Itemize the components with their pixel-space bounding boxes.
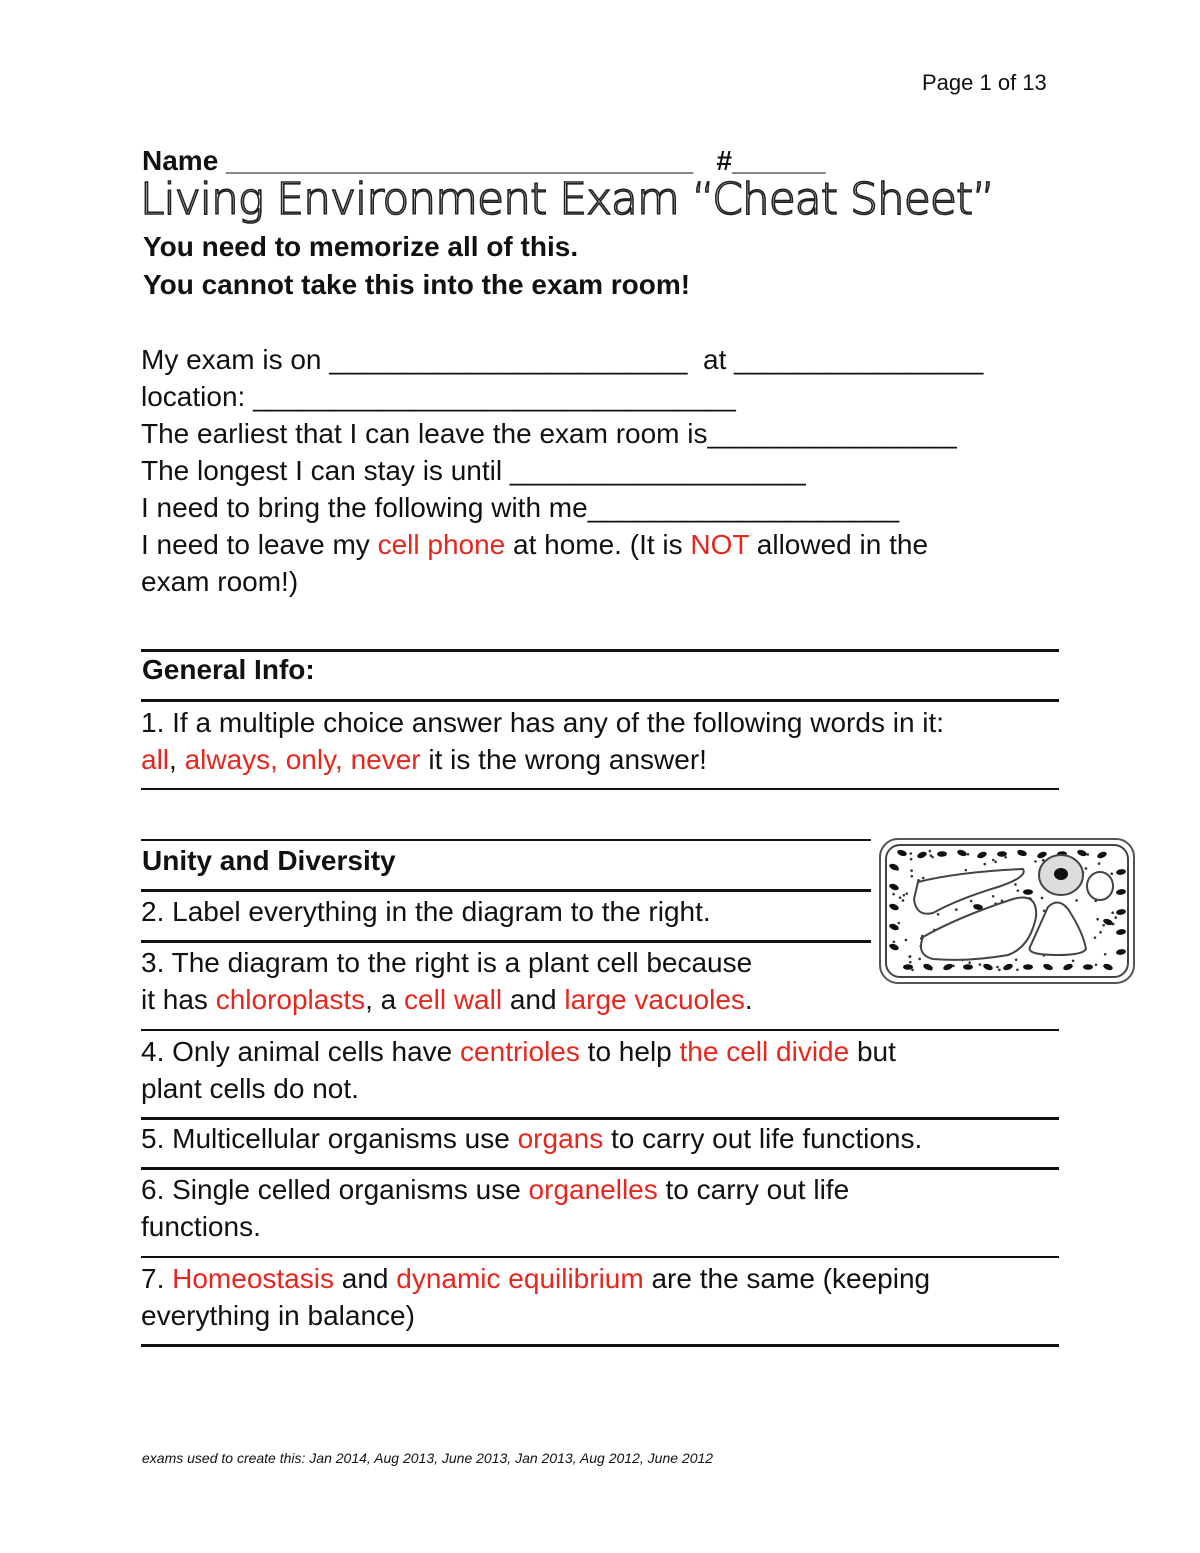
text-segment: I need to bring the following with me____________________ bbox=[141, 492, 900, 523]
unity-item bbox=[141, 944, 753, 1018]
plant-cell-diagram bbox=[878, 837, 1136, 985]
name-line: Name ______________________________ #______ bbox=[142, 145, 826, 176]
warning-memorize: You need to memorize all of this. bbox=[143, 231, 579, 262]
footer-note: exams used to create this: Jan 2014, Aug 2013, June 2013, Jan 2013, Aug 2012, June 2012 bbox=[142, 1450, 714, 1466]
highlighted-term: NOT bbox=[690, 529, 750, 560]
text-line bbox=[141, 341, 983, 378]
text-line bbox=[141, 1033, 896, 1070]
divider bbox=[141, 788, 1059, 790]
divider bbox=[141, 839, 871, 841]
divider bbox=[141, 889, 871, 892]
text-segment: functions. bbox=[141, 1211, 261, 1242]
text-line bbox=[141, 378, 983, 415]
highlighted-term: dynamic equilibrium bbox=[396, 1263, 644, 1294]
text-segment: it is the wrong answer! bbox=[420, 744, 707, 775]
text-line bbox=[141, 415, 983, 452]
text-segment: 3. The diagram to the right is a plant cell because bbox=[141, 947, 753, 978]
page-number: Page 1 of 13 bbox=[922, 70, 1047, 95]
text-line bbox=[141, 489, 983, 526]
text-line bbox=[141, 893, 711, 930]
text-segment: I need to leave my bbox=[141, 529, 378, 560]
text-segment: 2. Label everything in the diagram to the right. bbox=[141, 896, 711, 927]
text-line bbox=[141, 1208, 849, 1245]
highlighted-term: all bbox=[141, 744, 170, 775]
divider bbox=[141, 1029, 1059, 1031]
text-segment: to carry out life functions. bbox=[603, 1123, 923, 1154]
text-line bbox=[141, 1171, 849, 1208]
unity-item bbox=[141, 1120, 922, 1157]
text-line bbox=[141, 944, 753, 981]
highlighted-term: organelles bbox=[528, 1174, 658, 1205]
text-line bbox=[141, 563, 983, 600]
text-segment: it has bbox=[141, 984, 216, 1015]
text-segment: allowed in the bbox=[749, 529, 929, 560]
text-line bbox=[141, 1260, 930, 1297]
highlighted-term: centrioles bbox=[460, 1036, 580, 1067]
text-line bbox=[141, 1070, 896, 1107]
divider bbox=[141, 1167, 1059, 1170]
unity-diversity-heading: Unity and Diversity bbox=[142, 845, 396, 876]
text-segment: The longest I can stay is until ___________________ bbox=[141, 455, 806, 486]
highlighted-term: organs bbox=[517, 1123, 604, 1154]
warning-no-exam-room: You cannot take this into the exam room! bbox=[143, 269, 691, 300]
text-segment: 4. Only animal cells have bbox=[141, 1036, 461, 1067]
text-segment: , a bbox=[365, 984, 405, 1015]
text-line bbox=[141, 981, 753, 1018]
text-segment: to help bbox=[579, 1036, 680, 1067]
text-line bbox=[141, 741, 944, 778]
text-segment: 6. Single celled organisms use bbox=[141, 1174, 529, 1205]
highlighted-term: Homeostasis bbox=[172, 1263, 334, 1294]
highlighted-term: always, only, never bbox=[184, 744, 421, 775]
text-line bbox=[141, 526, 983, 563]
text-segment: at home. (It is bbox=[505, 529, 691, 560]
nucleolus bbox=[1054, 868, 1068, 880]
exam-info bbox=[141, 341, 983, 600]
unity-item bbox=[141, 893, 711, 930]
text-segment: . bbox=[744, 984, 753, 1015]
highlighted-term: the cell divide bbox=[679, 1036, 850, 1067]
text-segment: everything in balance) bbox=[141, 1300, 415, 1331]
divider bbox=[141, 1344, 1059, 1347]
text-line bbox=[141, 452, 983, 489]
text-segment: 5. Multicellular organisms use bbox=[141, 1123, 518, 1154]
divider bbox=[141, 940, 871, 943]
text-segment: are the same (keeping bbox=[643, 1263, 931, 1294]
unity-item bbox=[141, 1033, 896, 1107]
page-title: Living Environment Exam “Cheat Sheet” bbox=[140, 174, 994, 225]
text-line bbox=[141, 1120, 922, 1157]
text-segment: location: _______________________________ bbox=[141, 381, 736, 412]
text-segment: 7. bbox=[141, 1263, 173, 1294]
text-line bbox=[141, 1297, 930, 1334]
general-info-heading: General Info: bbox=[142, 654, 315, 685]
text-segment: , bbox=[169, 744, 185, 775]
text-segment: plant cells do not. bbox=[141, 1073, 359, 1104]
highlighted-term: chloroplasts bbox=[215, 984, 366, 1015]
unity-item bbox=[141, 1171, 849, 1245]
text-segment: and bbox=[502, 984, 565, 1015]
highlighted-term: cell wall bbox=[404, 984, 503, 1015]
general-item bbox=[141, 704, 944, 778]
highlighted-term: cell phone bbox=[377, 529, 506, 560]
text-segment: to carry out life bbox=[657, 1174, 850, 1205]
text-segment: and bbox=[333, 1263, 397, 1294]
text-segment: My exam is on _______________________ at ________________ bbox=[141, 344, 984, 375]
text-segment: The earliest that I can leave the exam room is________________ bbox=[141, 418, 957, 449]
divider bbox=[141, 699, 1059, 702]
organelle bbox=[1087, 872, 1113, 900]
highlighted-term: large vacuoles bbox=[564, 984, 745, 1015]
text-line bbox=[141, 704, 944, 741]
text-segment: 1. If a multiple choice answer has any of the following words in it: bbox=[141, 707, 945, 738]
divider bbox=[141, 1256, 1059, 1258]
text-segment: exam room!) bbox=[141, 566, 299, 597]
text-segment: but bbox=[849, 1036, 896, 1067]
unity-item bbox=[141, 1260, 930, 1334]
